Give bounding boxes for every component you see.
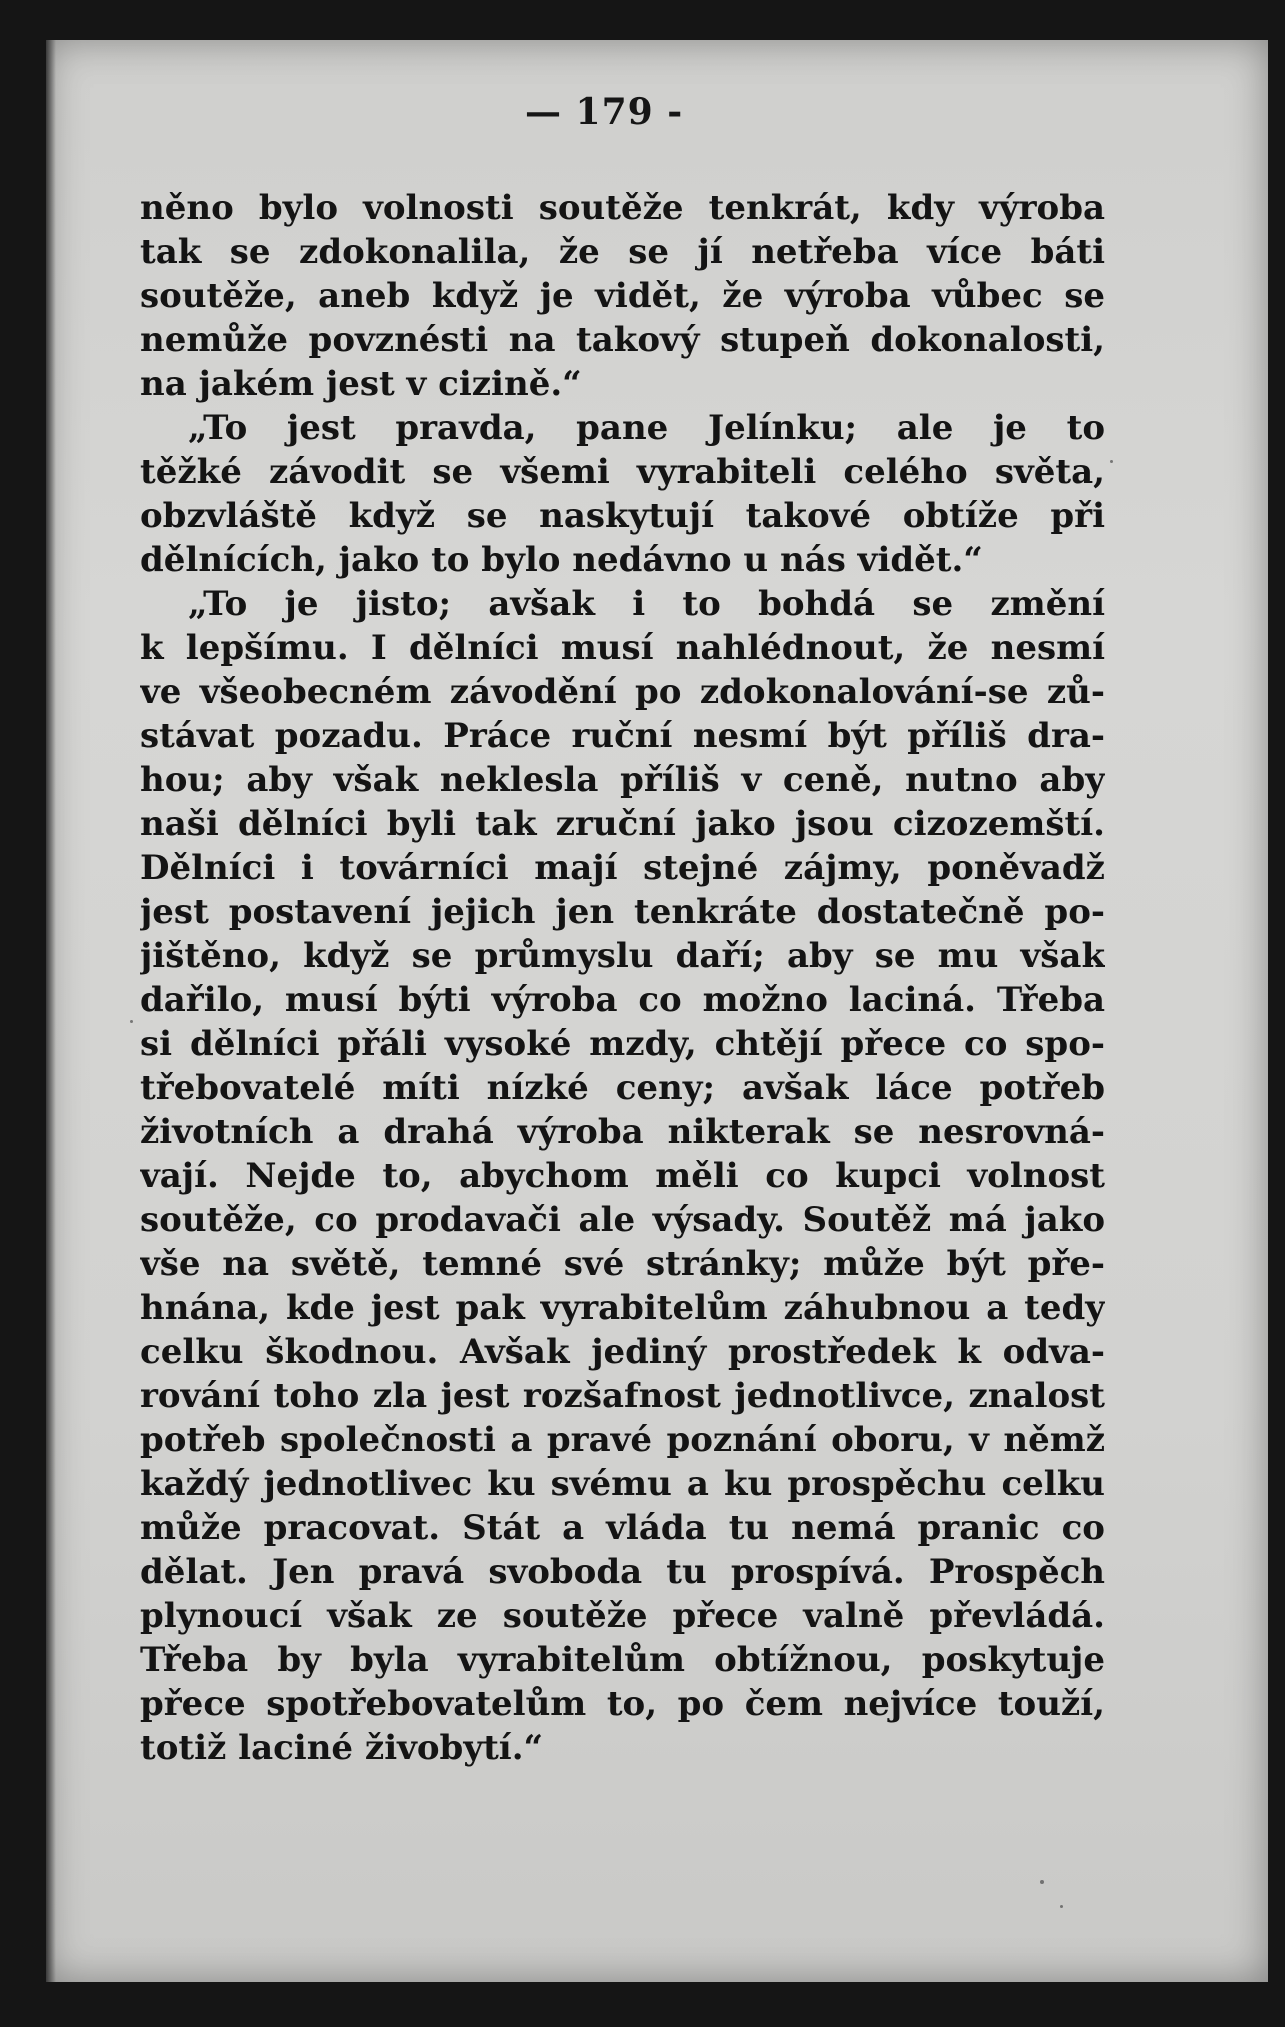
text-line: si dělníci přáli vysoké mzdy, chtějí přece co spo- — [140, 1024, 1105, 1064]
paper-speck — [130, 1020, 133, 1023]
text-line: soutěže, aneb když je vidět, že výroba vůbec se — [140, 276, 1105, 316]
text-line: jištěno, když se průmyslu daří; aby se mu však — [140, 936, 1105, 976]
text-line: třebovatelé míti nízké ceny; avšak láce potřeb — [140, 1068, 1105, 1108]
text-line: soutěže, co prodavači ale výsady. Soutěž má jako — [140, 1200, 1105, 1240]
body-text — [140, 186, 1105, 1770]
text-line: potřeb společnosti a pravé poznání oboru, v němž — [140, 1420, 1105, 1460]
text-line: Dělníci i továrníci mají stejné zájmy, poněvadž — [140, 848, 1105, 888]
text-line: na jakém jest v cizině.“ — [140, 364, 582, 404]
paper-speck — [1040, 1880, 1044, 1884]
text-line: rování toho zla jest rozšafnost jednotlivce, znalost — [140, 1376, 1105, 1416]
text-line: nemůže povznésti na takový stupeň dokonalosti, — [140, 320, 1105, 360]
text-line: těžké závodit se všemi vyrabiteli celého světa, — [140, 452, 1105, 492]
text-line: hou; aby však neklesla příliš v ceně, nutno aby — [140, 760, 1105, 800]
paper-speck — [1110, 460, 1113, 463]
text-line: přece spotřebovatelům to, po čem nejvíce touží, — [140, 1684, 1105, 1724]
page-number: — 179 - — [525, 91, 684, 133]
text-line: dařilo, musí býti výroba co možno laciná. Třeba — [140, 980, 1105, 1020]
text-line: celku škodnou. Avšak jediný prostředek k odva- — [140, 1332, 1105, 1372]
text-line: dělat. Jen pravá svoboda tu prospívá. Prospěch — [140, 1552, 1105, 1592]
text-line: životních a drahá výroba nikterak se nesrovná- — [140, 1112, 1105, 1152]
text-line: totiž laciné živobytí.“ — [140, 1728, 544, 1768]
text-line: „To je jisto; avšak i to bohdá se změní — [188, 584, 1105, 624]
page-spine-shadow — [46, 40, 56, 1982]
text-line: hnána, kde jest pak vyrabitelům záhubnou a tedy — [140, 1288, 1105, 1328]
text-line: naši dělníci byli tak zruční jako jsou cizozemští. — [140, 804, 1105, 844]
text-line: tak se zdokonalila, že se jí netřeba více báti — [140, 232, 1105, 272]
text-line: vše na světě, temné své stránky; může být pře- — [140, 1244, 1105, 1284]
text-line: plynoucí však ze soutěže přece valně převládá. — [140, 1596, 1105, 1636]
text-line: něno bylo volnosti soutěže tenkrát, kdy výroba — [140, 188, 1105, 228]
text-line: ve všeobecném závodění po zdokonalování-se zů- — [140, 672, 1105, 712]
text-line: jest postavení jejich jen tenkráte dostatečně po- — [140, 892, 1105, 932]
text-line: obzvláště když se naskytují takové obtíže při — [140, 496, 1105, 536]
text-line: „To jest pravda, pane Jelínku; ale je to — [188, 408, 1105, 448]
text-line: stávat pozadu. Práce ruční nesmí být příliš dra- — [140, 716, 1105, 756]
paper-speck — [1060, 1905, 1063, 1908]
text-line: vají. Nejde to, abychom měli co kupci volnost — [140, 1156, 1105, 1196]
text-line: dělnících, jako to bylo nedávno u nás vidět.“ — [140, 540, 983, 580]
text-line: může pracovat. Stát a vláda tu nemá pranic co — [140, 1508, 1105, 1548]
text-line: Třeba by byla vyrabitelům obtížnou, poskytuje — [140, 1640, 1105, 1680]
text-line: každý jednotlivec ku svému a ku prospěchu celku — [140, 1464, 1105, 1504]
text-line: k lepšímu. I dělníci musí nahlédnout, že nesmí — [140, 628, 1105, 668]
